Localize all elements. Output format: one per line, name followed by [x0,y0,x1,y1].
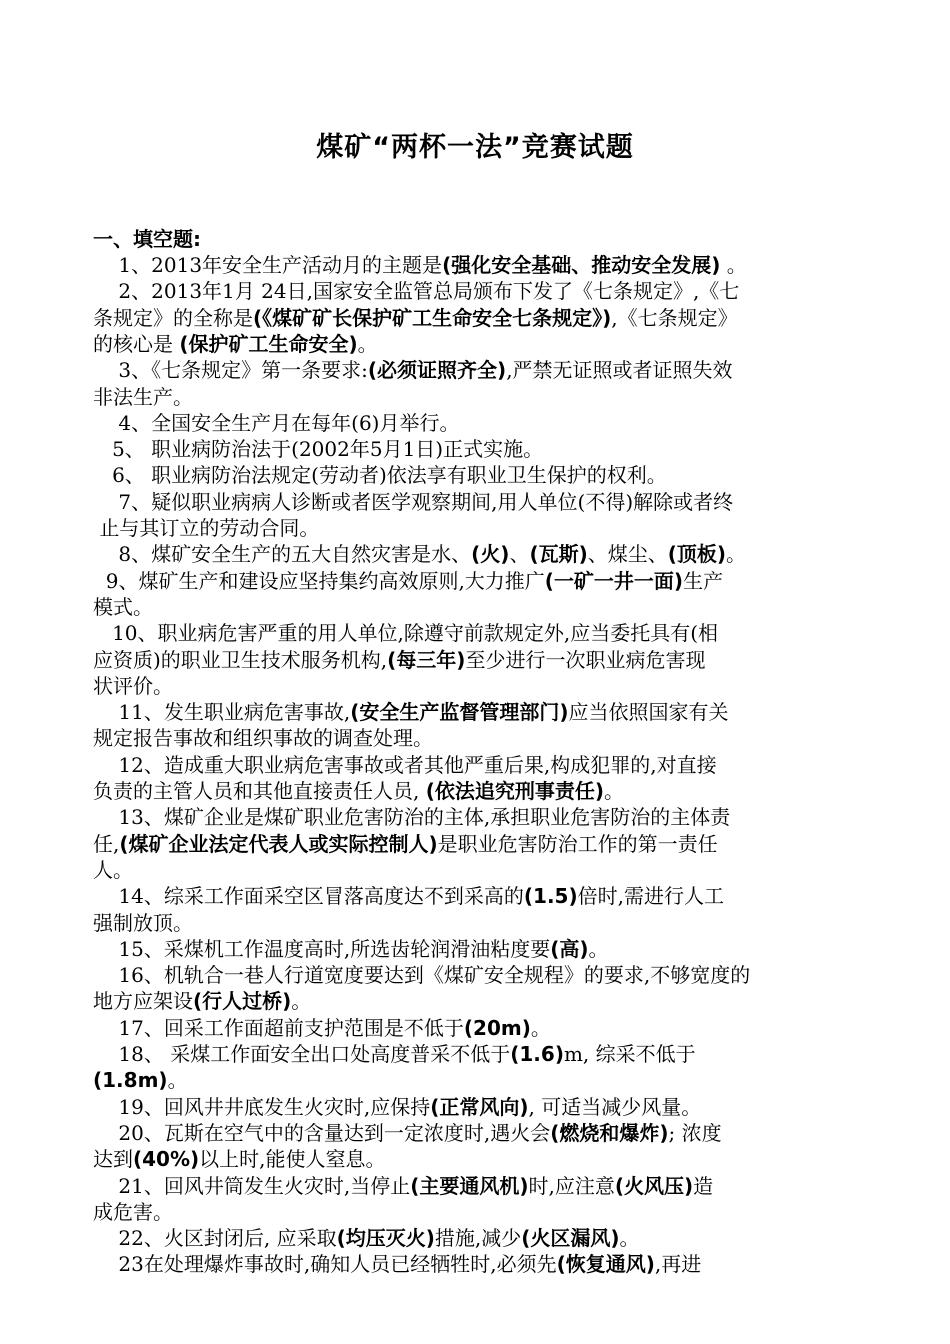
answer-text: (行人过桥) [193,989,292,1014]
question-text: 是职业危害防治工作的第一责任 [437,831,718,856]
question-text: 、 [509,542,530,567]
question-text: 止与其订立的劳动合同。 [93,516,320,540]
question-text: 5、 职业病防治法于(2002年5月1日)正式实施。 [93,437,544,462]
question-text: ; 浓度 [668,1120,722,1145]
answer-text: (1.8m) [93,1068,168,1093]
question-text: 。 [726,542,746,567]
question-text: 12、造成重大职业病危害事故或者其他严重后果,构成犯罪的,对直接 [93,752,717,777]
question-text: ,严禁无证照或者证照失效 [506,358,733,383]
answer-text: (40%) [133,1147,200,1172]
question-text: 。 [530,1015,551,1040]
question-text: 状评价。 [93,673,173,698]
text-line [93,1249,863,1279]
question-text: 应当依照国家有关 [568,700,729,725]
document-title: 煤矿“两杯一法”竞赛试题 [316,132,634,163]
answer-text: (主要通风机) [410,1173,529,1198]
question-text: 成危害。 [93,1199,173,1224]
question-text: 20、瓦斯在空气中的含量达到一定浓度时,遇火会 [93,1120,551,1145]
question-text: 。 [720,253,747,277]
question-text: 13、煤矿企业是煤矿职业危害防治的主体,承担职业危害防治的主体责 [93,805,731,830]
question-text: 造 [693,1173,714,1198]
answer-text: (强化安全基础、推动安全发展) [442,253,721,277]
question-text: 。 [291,989,312,1014]
answer-text: (火区漏风) [521,1226,620,1251]
question-text: 14、综采工作面采空区冒落高度达不到采高的 [93,884,524,909]
question-text: 非法生产。 [93,384,193,409]
section-heading: 一、填空题: [93,227,201,251]
question-text: 规定报告事故和组织事故的调查处理。 [93,726,433,751]
question-text: 10、职业病危害严重的用人单位,除遵守前款规定外,应当委托具有(相 [93,621,719,646]
question-text: 。 [619,1226,640,1251]
answer-text: (每三年) [387,647,466,672]
question-text: 18、 采煤工作面安全出口处高度普采不低于 [93,1042,511,1066]
answer-text: (均压灭火) [336,1226,435,1251]
answer-text: (高) [550,936,589,961]
question-text: 7、疑似职业病病人诊断或者医学观察期间,用人单位(不得)解除或者终 [93,489,734,514]
question-text: 4、全国安全生产月在每年(6)月举行。 [93,410,460,435]
question-text: 达到 [93,1147,133,1172]
question-text: 条规定》的全称是 [93,305,253,330]
question-text: m, 综采不低于 [563,1042,696,1066]
question-text: 时,应注意 [528,1173,615,1198]
question-text: 9、煤矿生产和建设应坚持集约高效原则,大力推广 [93,568,545,593]
question-text: 地方应架设 [93,989,193,1014]
question-text: 。 [167,1068,188,1093]
question-text: 任, [93,831,120,856]
answer-text: (顶板) [667,542,726,567]
answer-text: (瓦斯) [529,542,588,567]
question-text: 23在处理爆炸事故时,确知人员已经牺牲时,必须先 [93,1252,557,1277]
answer-text: (火) [471,542,510,567]
answer-text: (煤矿企业法定代表人或实际控制人) [119,831,438,856]
answer-text: (必须证照齐全) [367,358,507,383]
question-text: 。 [357,331,378,356]
question-text: 8、煤矿安全生产的五大自然灾害是水、 [93,542,472,567]
question-text: 强制放顶。 [93,910,193,935]
question-text: 至少进行一次职业病危害现 [465,647,706,672]
question-text: 1、2013年安全生产活动月的主题是 [93,253,443,277]
question-text: 、煤尘、 [587,542,668,567]
answer-text: (1.6) [510,1042,564,1066]
question-text: 19、回风井井底发生火灾时,应保持 [93,1094,431,1119]
question-text: 倍时,需进行人工 [577,884,724,909]
answer-text: (保护矿工生命安全) [179,331,358,356]
answer-text: (一矿一井一面) [544,568,684,593]
question-text: 15、采煤机工作温度高时,所选齿轮润滑油粘度要 [93,936,551,961]
question-text: ,《七条规定》 [611,305,738,330]
question-text: 。 [588,936,609,961]
question-text: 。 [604,779,624,803]
answer-text: (1.5) [523,884,578,909]
question-text: 22、火区封闭后, 应采取 [93,1226,337,1251]
question-text: 人。 [93,857,133,882]
question-text: 的核心是 [93,331,180,356]
question-text: 11、发生职业病危害事故, [93,700,351,725]
question-text: 生产 [683,568,724,593]
answer-text: (火风压) [614,1173,694,1198]
question-text: 16、机轨合一巷人行道宽度要达到《煤矿安全规程》的要求,不够宽度的 [93,963,751,988]
question-text: 应资质)的职业卫生技术服务机构, [93,647,388,672]
answer-text: (20m) [463,1015,531,1040]
answer-text: (正常风向) [430,1094,529,1119]
question-text: 17、回采工作面超前支护范围是不低于 [93,1015,464,1040]
question-text: ,再进 [654,1252,702,1277]
question-text: 2、2013年1月 24日,国家安全监管总局颁布下发了《七条规定》,《七 [93,279,740,304]
question-text: 措施,减少 [434,1226,522,1251]
answer-text: (安全生产监督管理部门) [350,700,569,725]
question-text: 负责的主管人员和其他直接责任人员, [93,779,426,803]
answer-text: (燃烧和爆炸) [550,1120,669,1145]
question-text: 21、回风井筒发生火灾时,当停止 [93,1173,411,1198]
question-text: 3、《七条规定》第一条要求: [93,358,368,383]
answer-text: (恢复通风) [556,1252,655,1277]
question-text: , 可适当减少风量。 [528,1094,702,1119]
question-text: 模式。 [93,594,153,619]
answer-text: (依法追究刑事责任) [425,779,604,803]
question-text: 6、 职业病防治法规定(劳动者)依法享有职业卫生保护的权利。 [93,463,667,488]
answer-text: (《煤矿矿长保护矿工生命安全七条规定》) [253,305,612,330]
question-text: 以上时,能使人窒息。 [199,1147,386,1172]
